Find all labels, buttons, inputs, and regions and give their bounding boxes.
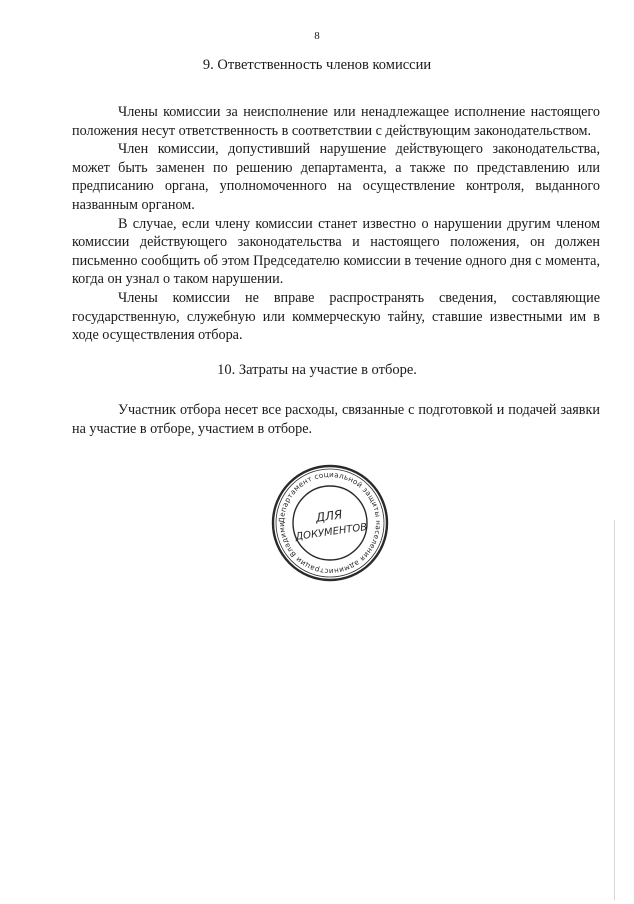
stamp-ring-text: Департамент социальной защиты населения администрации Владими (276, 469, 384, 577)
stamp-center-line-1: ДЛЯ (314, 507, 344, 525)
section-9-heading: 9. Ответственность членов комиссии (202, 57, 432, 73)
stamp-center-line-2: ДОКУМЕНТОВ (294, 521, 368, 543)
section-10-paragraph-1: Участник отбора несет все расходы, связанные с подготовкой и подачей заявки на участие в отборе, участием в отборе. (72, 402, 600, 437)
scan-edge-line (614, 520, 615, 900)
section-10-heading: 10. Затраты на участие в отборе. (217, 362, 417, 378)
section-9-paragraph-3: В случае, если члену комиссии станет известно о нарушении другим членом комиссии действующего законодательства и настоящего положения, он должен письменно сообщить об этом Председателю комиссии в течение одного дня с момента, когда он узнал о таком нарушении. (72, 215, 600, 288)
section-9-paragraph-1: Члены комиссии за неисполнение или ненадлежащее исполнение настоящего положения несут ответственность в соответствии с действующим законодательством. (72, 104, 600, 139)
section-9-paragraph-4: Члены комиссии не вправе распространять сведения, составляющие государственную, служебную или коммерческую тайну, ставшие известными им в ходе осуществления отбора. (72, 289, 600, 344)
official-stamp (270, 463, 390, 583)
section-9-body (72, 103, 600, 345)
section-10-body (72, 401, 600, 438)
page-number: 8 (314, 30, 320, 42)
section-9-paragraph-2: Член комиссии, допустивший нарушение действующего законодательства, может быть заменен по решению департамента, а также по представлению или предписанию органа, уполномоченного на осуществление контроля, выданного названным органом. (72, 141, 600, 213)
stamp-seal-icon (270, 463, 390, 583)
